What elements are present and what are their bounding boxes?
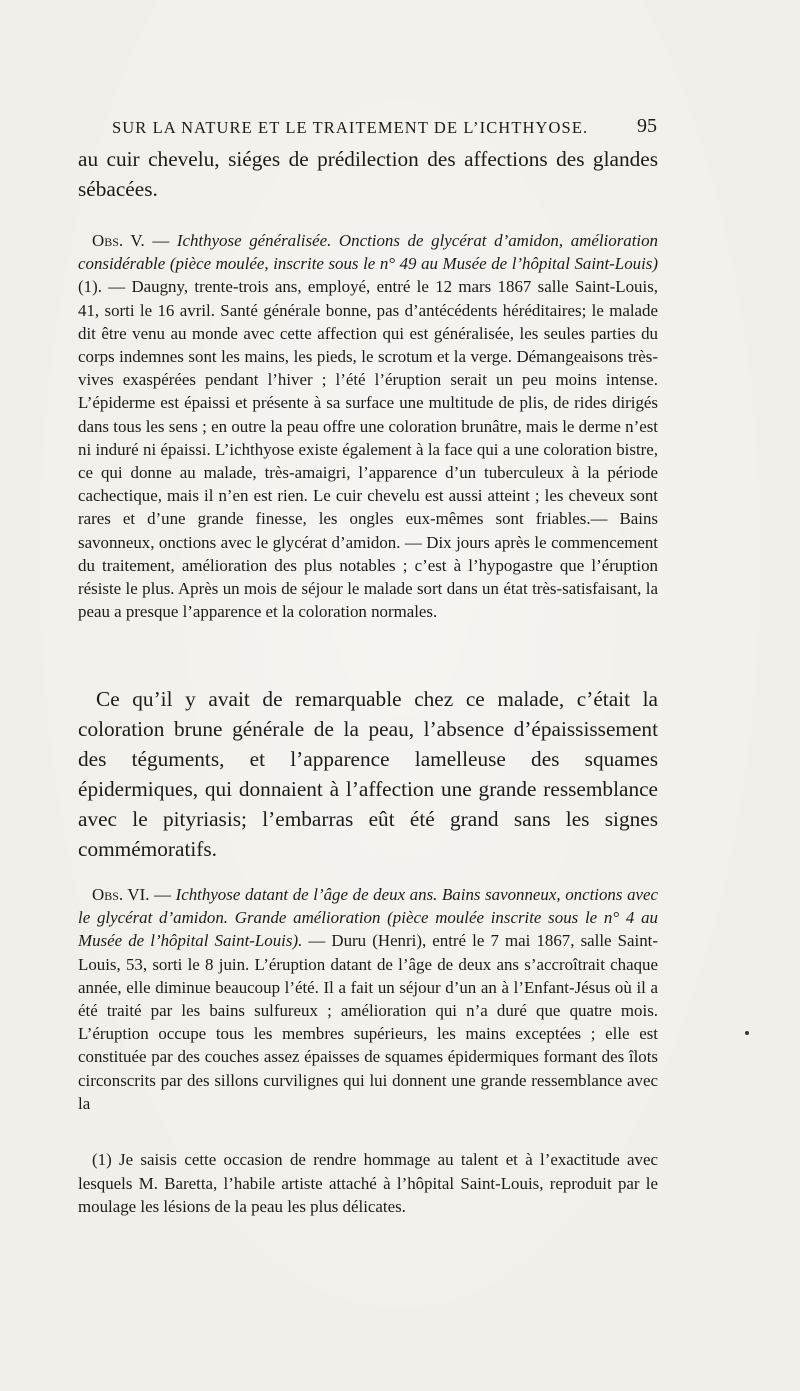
page-number: 95 [637, 115, 657, 137]
observation-6-body: — Duru (Henri), entré le 7 mai 1867, salle Saint-Louis, 53, sorti le 8 juin. L’éruption datant de l’âge de deux ans s’accroîtrait chaque année, elle diminue beaucoup l’été. Il a fait un séjour d’un an à l’Enfant-Jésus où il a été traité par les bains sulfureux ; amélioration qui n’a duré que quatre mois. L’éruption occupe tous les membres supérieurs, les mains exceptées ; elle est constituée par des couches assez épaisses de squames épidermiques formant des îlots circonscrits par des sillons curvilignes qui lui donnent une grande ressemblance avec la [78, 931, 658, 1113]
observation-6-title: Ichthyose datant de l’âge de deux ans. Bains savonneux, onctions avec le glycérat d’amidon. Grande amélioration (pièce moulée inscrite sous le n° 4 au Musée de l’hôpital Saint-Louis). [78, 885, 659, 951]
footnote-reference: (1). [78, 277, 102, 297]
observation-5 [78, 229, 658, 623]
page-header [112, 115, 657, 142]
observation-5-title: Ichthyose généralisée. Onctions de glycérat d’amidon, amélioration considérable (pièce moulée, inscrite sous le n° 49 au Musée de l’hôpital Saint-Louis) [78, 231, 658, 274]
paragraph-intro: au cuir chevelu, siéges de prédilection des affections des glandes sébacées. [78, 147, 658, 201]
ink-speck [745, 1031, 749, 1035]
observation-6-dash: — [149, 885, 176, 904]
observation-5-dash: — [144, 231, 177, 250]
paragraph-commentary: Ce qu’il y avait de remarquable chez ce malade, c’était la coloration brune générale de la peau, l’absence d’épaississement des téguments, et l’apparence lamelleuse des squames épidermiques, qui donnaient à l’affection une grande ressemblance avec le pityriasis; l’embarras eût été grand sans les signes commémoratifs. [78, 687, 658, 861]
observation-6-label: Obs. VI. [92, 885, 150, 904]
observation-5-label: Obs. V. [92, 231, 145, 250]
running-title: SUR LA NATURE ET LE TRAITEMENT DE L’ICHTHYOSE. [112, 118, 589, 137]
observation-5-body: — Daugny, trente-trois ans, employé, entré le 12 mars 1867 salle Saint-Louis, 41, sorti le 16 avril. Santé générale bonne, pas d’antécédents héréditaires; le malade dit être venu au monde avec cette affection qui est généralisée, les seules parties du corps indemnes sont les mains, les pieds, le scrotum et la verge. Démangeaisons très-vives exaspérées pendant l’hiver ; l’été l’éruption serait un peu moins intense. L’épiderme est épaissi et présente à sa surface une multitude de plis, de rides dirigés dans tous les sens ; en outre la peau offre une coloration brunâtre, mais le derme n’est ni induré ni épaissi. L’ichthyose existe également à la face qui a une coloration bistre, ce qui donne au malade, très-amaigri, l’apparence d’un tuberculeux à la période cachectique, mais il n’en est rien. Le cuir chevelu est aussi atteint ; les cheveux sont rares et d’une grande finesse, les ongles eux-mêmes sont friables.— Bains savonneux, onctions avec le glycérat d’amidon. — Dix jours après le commencement du traitement, amélioration des plus notables ; c’est à l’hypogastre que l’éruption résiste le plus. Après un mois de séjour le malade sort dans un état très-satisfaisant, la peau a presque l’apparence et la coloration normales. [78, 277, 658, 622]
footnote: (1) Je saisis cette occasion de rendre hommage au talent et à l’exactitude avec lesquels M. Baretta, l’habile artiste attaché à l’hôpital Saint-Louis, reproduit par le moulage les lésions de la peau les plus délicates. [78, 1150, 658, 1216]
observation-6 [78, 883, 658, 1115]
